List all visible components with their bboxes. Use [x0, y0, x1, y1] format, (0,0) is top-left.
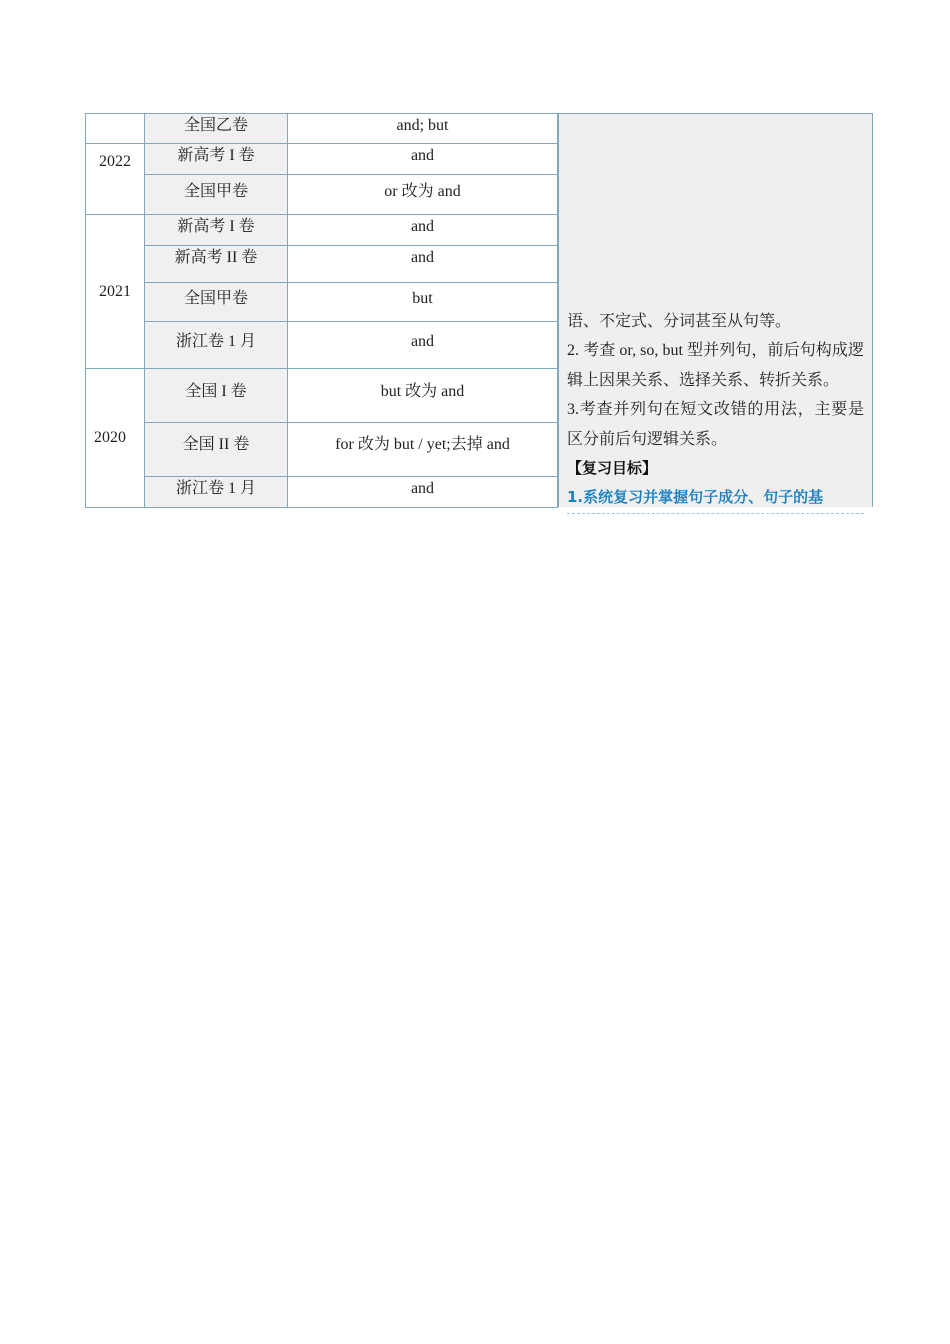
year-label: 2022: [99, 153, 131, 170]
answer-cell: and: [287, 245, 558, 283]
year-cell-empty: [85, 113, 145, 144]
review-goal-1: 1.系统复习并掌握句子成分、句子的基: [567, 483, 864, 513]
review-goals-heading: 【复习目标】: [567, 459, 658, 478]
analysis-point-3: 3.考查并列句在短文改错的用法，主要是区分前后句逻辑关系。: [567, 401, 864, 448]
exam-cell: 新高考 I 卷: [144, 214, 288, 246]
exam-table: [85, 113, 558, 508]
exam-cell: 浙江卷 1 月: [144, 321, 288, 369]
answer-cell: for 改为 but / yet;去掉 and: [287, 422, 558, 477]
answer-cell: and: [287, 143, 558, 175]
answer-cell: but 改为 and: [287, 368, 558, 423]
exam-cell: 新高考 II 卷: [144, 245, 288, 283]
exam-cell: 全国 II 卷: [144, 422, 288, 477]
year-cell-2022: [85, 143, 145, 215]
exam-cell: 浙江卷 1 月: [144, 476, 288, 508]
answer-cell: but: [287, 282, 558, 322]
exam-cell: 全国甲卷: [144, 174, 288, 215]
exam-cell: 新高考 I 卷: [144, 143, 288, 175]
year-label: 2021: [99, 282, 131, 300]
analysis-text: [567, 307, 864, 514]
answer-cell: and; but: [287, 113, 558, 144]
year-label: 2020: [94, 429, 126, 446]
answer-cell: and: [287, 476, 558, 508]
year-cell-2021: [85, 214, 145, 369]
analysis-point-2: 2. 考查 or, so, but 型并列句，前后句构成逻辑上因果关系、选择关系、转折关系。: [567, 342, 864, 389]
answer-cell: and: [287, 321, 558, 369]
analysis-line-1: 语、不定式、分词甚至从句等。: [567, 313, 792, 330]
exam-cell: 全国乙卷: [144, 113, 288, 144]
exam-cell: 全国甲卷: [144, 282, 288, 322]
exam-cell: 全国 I 卷: [144, 368, 288, 423]
year-cell-2020: [85, 368, 145, 508]
answer-cell: and: [287, 214, 558, 246]
answer-cell: or 改为 and: [287, 174, 558, 215]
